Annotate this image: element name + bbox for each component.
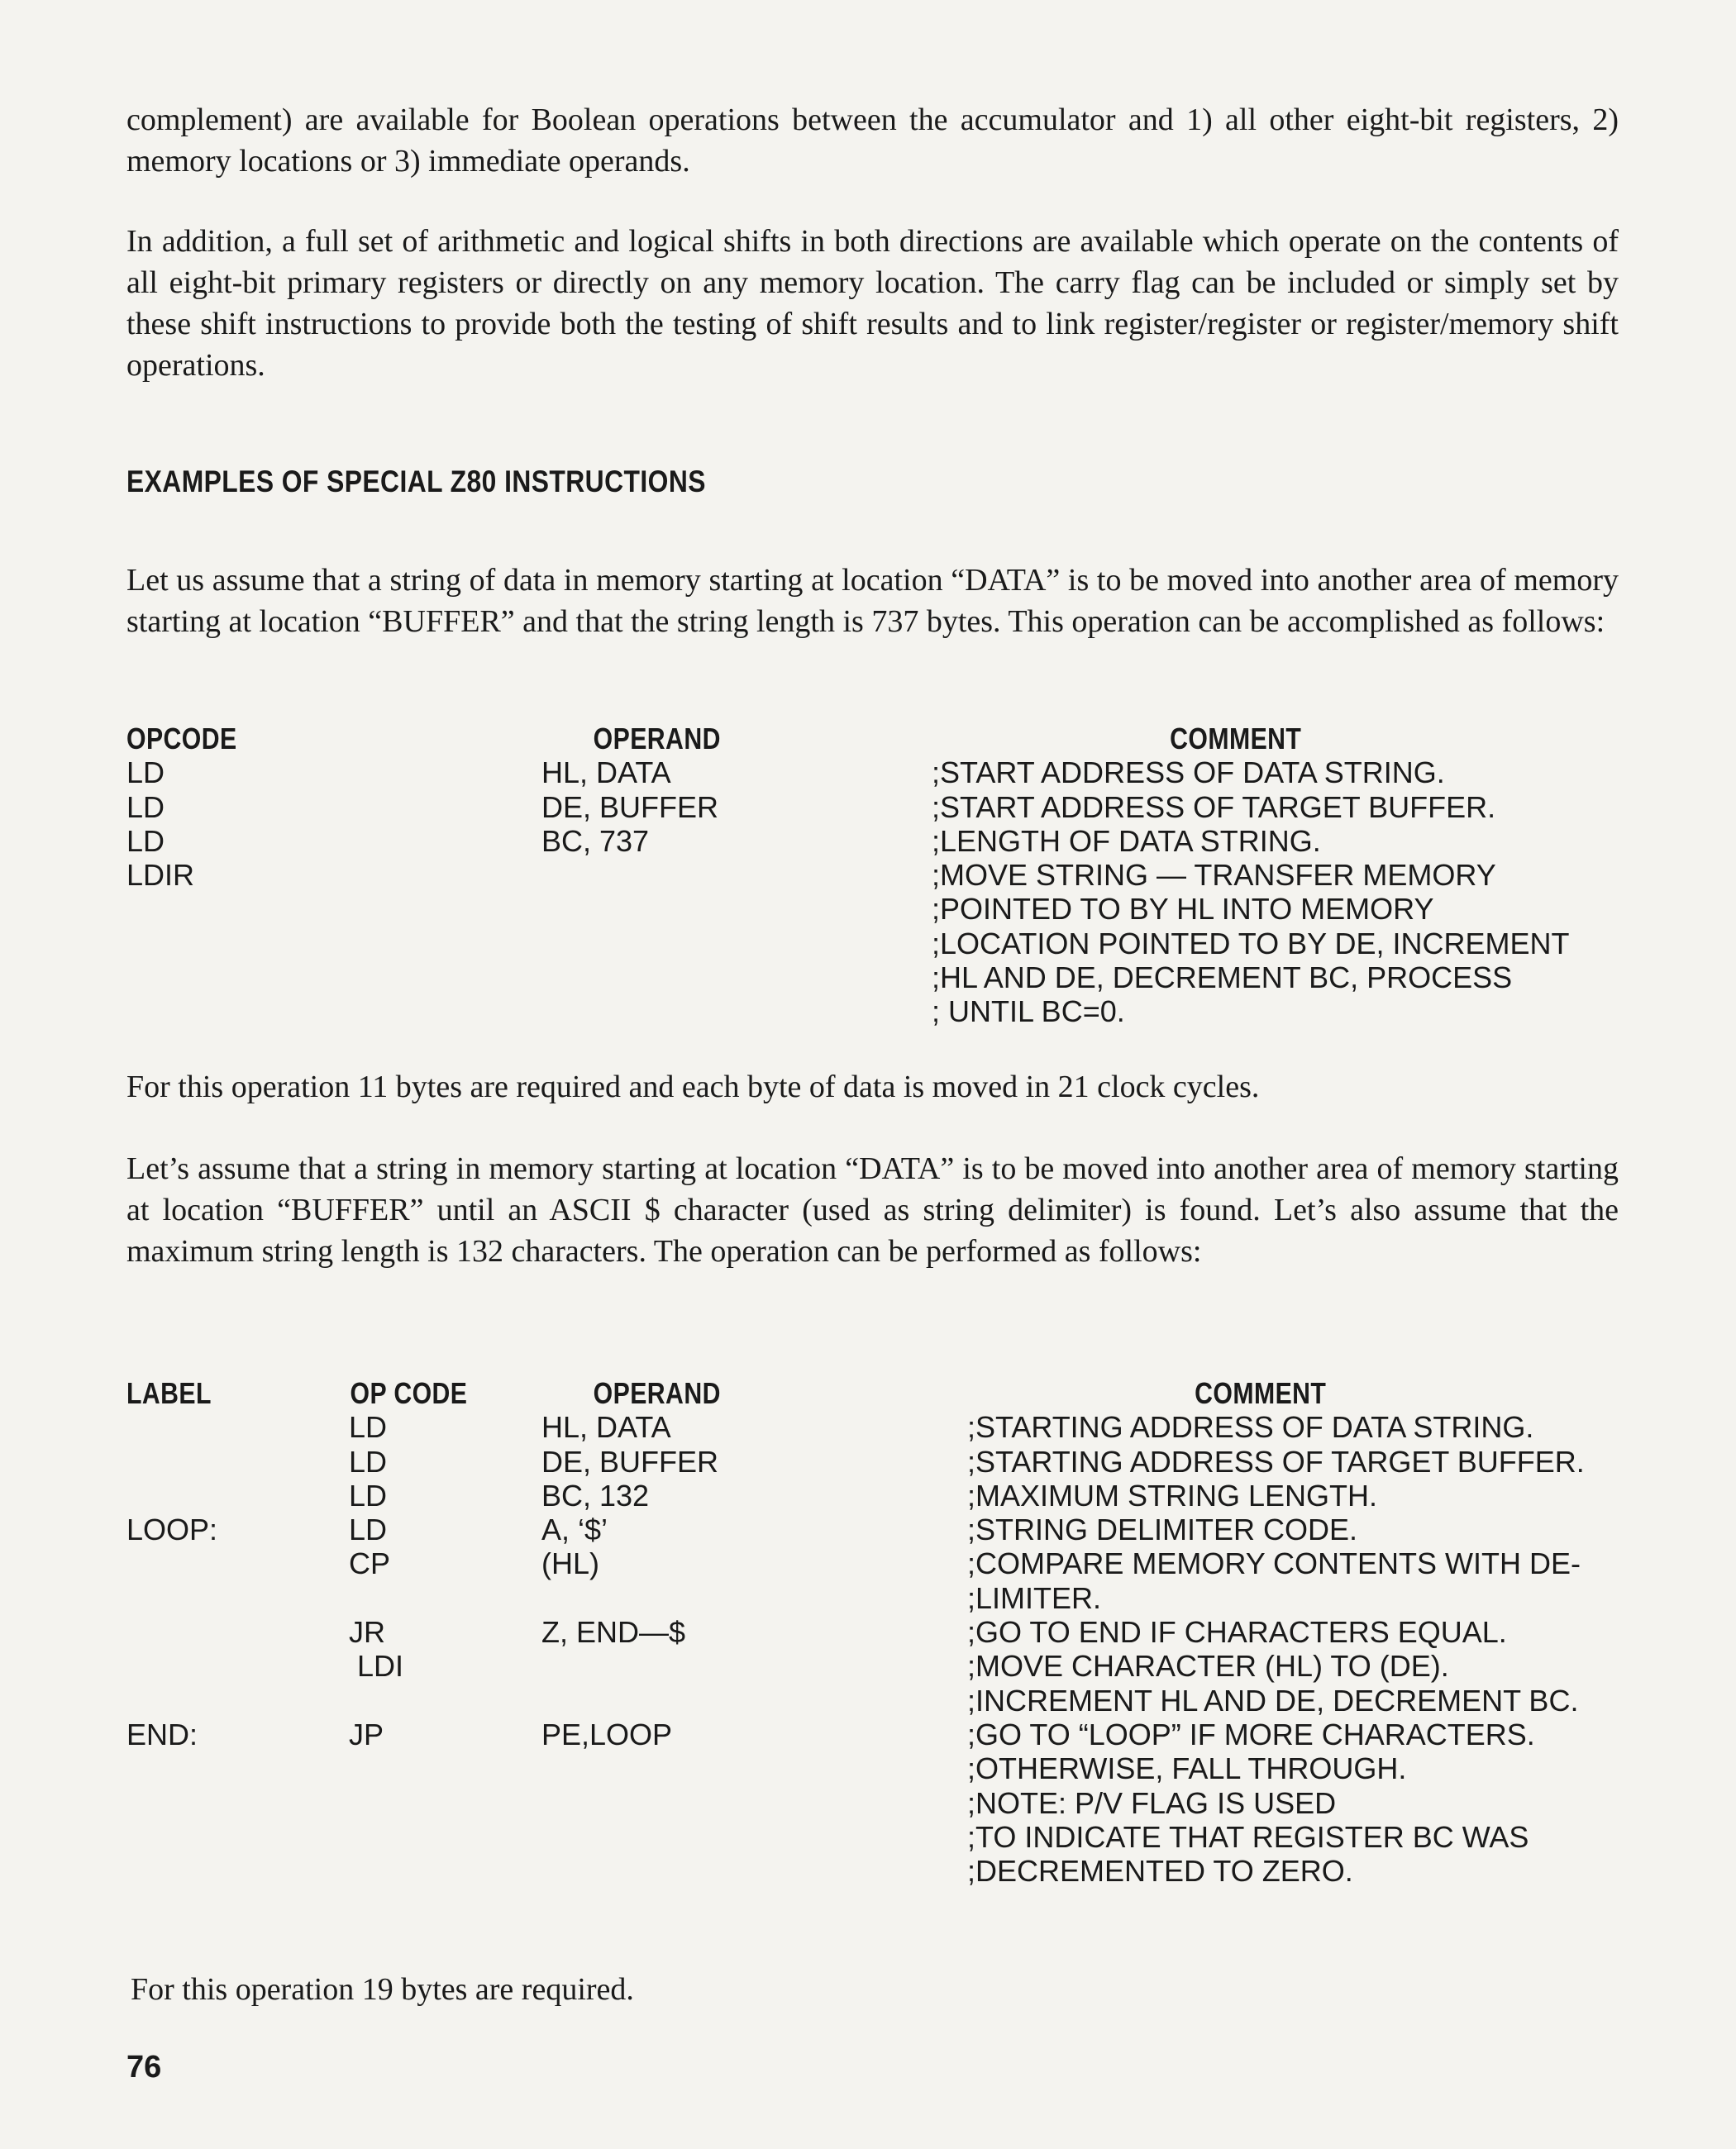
listing1-comment: ;LENGTH OF DATA STRING.: [932, 823, 1321, 858]
paragraph-example1-intro: Let us assume that a string of data in memory starting at location “DATA” is to be moved into another area of memory starting at location “BUFFER” and that the string length is 737 bytes. This operation can be accomplished as follows:: [126, 563, 1619, 639]
paragraph-example1-result: For this operation 11 bytes are required and each byte of data is moved in 21 clock cycles.: [126, 1070, 1260, 1104]
paragraph-example2-intro: Let’s assume that a string in memory starting at location “DATA” is to be moved into another area of memory starting at location “BUFFER” until an ASCII $ character (used as string delimiter) is found. Let’s also assume that the maximum string length is 132 characters. The operation can be performed as follows:: [126, 1151, 1619, 1269]
listing1-opcode: LDIR: [126, 858, 195, 893]
listing1-comment: ;POINTED TO BY HL INTO MEMORY: [932, 892, 1434, 927]
listing1-opcode: LD: [126, 755, 165, 790]
listing2-operand: PE,LOOP: [541, 1717, 673, 1751]
listing1-opcode-header: OPCODE: [126, 722, 237, 755]
listing1-comment: ;HL AND DE, DECREMENT BC, PROCESS: [932, 960, 1513, 995]
listing2-label: LOOP:: [126, 1513, 218, 1547]
listing1-comment: ; UNTIL BC=0.: [932, 994, 1125, 1029]
listing2-operand: HL, DATA: [541, 1410, 671, 1445]
listing2-opcode: LDI: [357, 1649, 404, 1684]
listing1-operand: DE, BUFFER: [541, 789, 719, 824]
listing2-operand-column: [541, 1376, 773, 1751]
listing2-label: [126, 1410, 228, 1444]
listing2-operand-header: OPERAND: [593, 1376, 722, 1410]
listing2-opcode-column: [339, 1376, 471, 1751]
listing2-opcode: LD: [349, 1444, 388, 1479]
listing2-comment: ;STRING DELIMITER CODE.: [967, 1513, 1358, 1547]
listing2-comment: ;MOVE CHARACTER (HL) TO (DE).: [967, 1649, 1449, 1684]
paragraph-boolean-ops: complement) are available for Boolean operations between the accumulator and 1) all other eight-bit registers, 2) memory locations or 3) immediate operands.: [126, 102, 1619, 179]
listing2-comment: ;LIMITER.: [967, 1580, 1102, 1615]
listing2-comment: ;INCREMENT HL AND DE, DECREMENT BC.: [967, 1683, 1579, 1718]
listing2-operand: DE, BUFFER: [541, 1444, 719, 1479]
listing2-opcode: [339, 1581, 471, 1615]
listing1-opcode: LD: [126, 823, 165, 858]
listing2-opcode: CP: [349, 1546, 391, 1581]
listing1-opcode: LD: [126, 789, 165, 824]
listing1-operand-column: [541, 722, 773, 858]
listing2-label: [126, 1445, 228, 1479]
listing2-label-column: [126, 1376, 228, 1751]
listing2-comment: ;OTHERWISE, FALL THROUGH.: [967, 1751, 1407, 1786]
listing1-operand: BC, 737: [541, 823, 650, 858]
listing2-opcode: LD: [349, 1478, 388, 1513]
listing1-comment: ;MOVE STRING — TRANSFER MEMORY: [932, 858, 1496, 893]
listing2-opcode: JR: [349, 1615, 385, 1650]
listing2-operand: [541, 1684, 773, 1718]
listing2-opcode-header: OP CODE: [350, 1376, 468, 1410]
listing1-comment: ;START ADDRESS OF DATA STRING.: [932, 755, 1445, 790]
listing2-operand: Z, END—$: [541, 1615, 686, 1650]
listing2-label: [126, 1649, 228, 1683]
listing1-comment-column: [932, 722, 1569, 1029]
listing1-operand: HL, DATA: [541, 755, 671, 790]
listing2-operand: (HL): [541, 1546, 599, 1581]
paragraph-example2-result: For this operation 19 bytes are required.: [131, 1972, 634, 2007]
listing2-comment: ;DECREMENTED TO ZERO.: [967, 1854, 1353, 1889]
listing2-label: [126, 1615, 228, 1649]
listing2-comment: ;MAXIMUM STRING LENGTH.: [967, 1478, 1378, 1513]
listing2-comment: ;STARTING ADDRESS OF DATA STRING.: [967, 1410, 1534, 1445]
listing1-opcode-column: [126, 722, 258, 892]
listing2-operand: BC, 132: [541, 1478, 650, 1513]
listing2-comment: ;COMPARE MEMORY CONTENTS WITH DE-: [967, 1546, 1581, 1581]
listing2-label: [126, 1581, 228, 1615]
listing2-comment-column: [967, 1376, 1585, 1888]
listing2-comment-header: COMMENT: [1195, 1376, 1327, 1410]
listing1-comment: ;LOCATION POINTED TO BY DE, INCREMENT: [932, 926, 1570, 960]
listing2-opcode: LD: [349, 1410, 388, 1445]
listing1-comment-header: COMMENT: [1170, 722, 1302, 755]
listing2-operand: [541, 1649, 773, 1683]
listing2-opcode: LD: [349, 1513, 388, 1547]
section-heading: EXAMPLES OF SPECIAL Z80 INSTRUCTIONS: [126, 465, 706, 498]
listing1-comment: ;START ADDRESS OF TARGET BUFFER.: [932, 789, 1496, 824]
listing2-label: [126, 1546, 228, 1580]
listing2-label-header: LABEL: [126, 1376, 212, 1410]
listing2-comment: ;NOTE: P/V FLAG IS USED: [967, 1785, 1337, 1820]
paragraph-shifts: In addition, a full set of arithmetic and logical shifts in both directions are available which operate on the contents of all eight-bit primary registers or directly on any memory location. The carry flag can be included or simply set by these shift instructions to provide both the testing of shift results and to link register/register or register/memory shift operations.: [126, 224, 1619, 383]
listing2-comment: ;GO TO “LOOP” IF MORE CHARACTERS.: [967, 1717, 1535, 1751]
listing2-label: [126, 1479, 228, 1513]
listing2-label: END:: [126, 1717, 198, 1751]
listing2-operand: A, ‘$’: [541, 1513, 608, 1547]
listing1-operand-header: OPERAND: [593, 722, 722, 755]
listing2-comment: ;GO TO END IF CHARACTERS EQUAL.: [967, 1615, 1507, 1650]
listing2-comment: ;TO INDICATE THAT REGISTER BC WAS: [967, 1819, 1529, 1854]
listing2-comment: ;STARTING ADDRESS OF TARGET BUFFER.: [967, 1444, 1585, 1479]
listing2-label: [126, 1684, 228, 1718]
listing2-opcode: [339, 1684, 471, 1718]
listing2-opcode: JP: [349, 1717, 384, 1751]
page-number: 76: [126, 2050, 162, 2085]
listing2-operand: [541, 1581, 773, 1615]
